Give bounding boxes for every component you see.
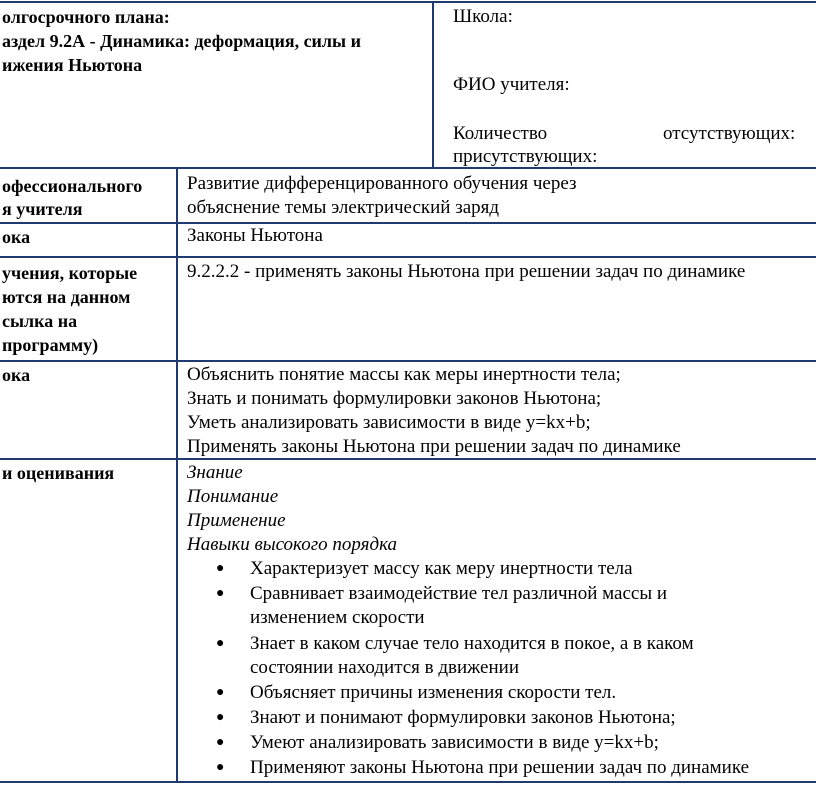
row-divider-4	[0, 360, 816, 362]
count-label-left: Количество	[453, 123, 548, 144]
teacher-label: ФИО учителя:	[453, 74, 570, 95]
bullet-marker: ●	[216, 685, 225, 700]
row5-label: и оценивания	[2, 463, 115, 483]
row4-value: Применять законы Ньютона при решении задач по динамике	[187, 436, 681, 457]
level-application: Применение	[187, 510, 286, 531]
row3-value: 9.2.2.2 - применять законы Ньютона при решении задач по динамике	[187, 261, 746, 282]
criterion-item-cont: состоянии находится в движении	[250, 657, 519, 678]
bullet-marker: ●	[216, 760, 225, 775]
row-divider-3	[0, 256, 816, 258]
row2-label: ока	[2, 227, 31, 247]
bottom-border	[0, 781, 816, 783]
header-column-divider	[432, 1, 434, 167]
row-divider-2	[0, 222, 816, 224]
row1-value: объяснение темы электрический заряд	[187, 197, 500, 218]
bullet-marker: ●	[216, 561, 225, 576]
row3-label: ются на данном	[2, 287, 131, 307]
section-title-cont: ижения Ньютона	[2, 55, 143, 75]
row1-value: Развитие дифференцированного обучения через	[187, 173, 577, 194]
bullet-marker: ●	[216, 735, 225, 750]
top-border	[0, 1, 816, 3]
level-higher-order: Навыки высокого порядка	[187, 534, 397, 555]
level-knowledge: Знание	[187, 462, 243, 483]
criterion-item: Объясняет причины изменения скорости тел.	[250, 682, 617, 703]
count-label-right: отсутствующих:	[663, 123, 796, 144]
plan-title: олгосрочного плана:	[2, 7, 170, 27]
body-column-divider	[176, 167, 178, 782]
criterion-item: Сравнивает взаимодействие тел различной массы и	[250, 583, 668, 604]
section-title: аздел 9.2А - Динамика: деформация, силы и	[2, 31, 361, 51]
school-label: Школа:	[453, 6, 513, 27]
row-divider-1	[0, 167, 816, 169]
criterion-item: Знает в каком случае тело находится в покое, а в каком	[250, 633, 694, 654]
row3-label: программу)	[2, 335, 99, 355]
count-label-line2: присутствующих:	[453, 146, 598, 167]
criterion-item: Характеризует массу как меру инертности тела	[250, 558, 633, 579]
bullet-marker: ●	[216, 586, 225, 601]
row4-value: Уметь анализировать зависимости в виде y=kx+b;	[187, 412, 591, 433]
criterion-item: Применяют законы Ньютона при решении задач по динамике	[250, 757, 750, 778]
bullet-marker: ●	[216, 636, 225, 651]
row3-label: сылка на	[2, 311, 78, 331]
row2-value: Законы Ньютона	[187, 225, 323, 246]
row4-label: ока	[2, 365, 31, 385]
row4-value: Объяснить понятие массы как меры инертности тела;	[187, 364, 621, 385]
criterion-item: Знают и понимают формулировки законов Ньютона;	[250, 707, 676, 728]
bullet-marker: ●	[216, 710, 225, 725]
level-understanding: Понимание	[187, 486, 279, 507]
row1-label: офессионального	[2, 176, 143, 196]
row3-label: учения, которые	[2, 263, 138, 283]
criterion-item-cont: изменением скорости	[250, 607, 425, 628]
row4-value: Знать и понимать формулировки законов Ньютона;	[187, 388, 602, 409]
criterion-item: Умеют анализировать зависимости в виде y=kx+b;	[250, 732, 659, 753]
row1-label: я учителя	[2, 199, 83, 219]
